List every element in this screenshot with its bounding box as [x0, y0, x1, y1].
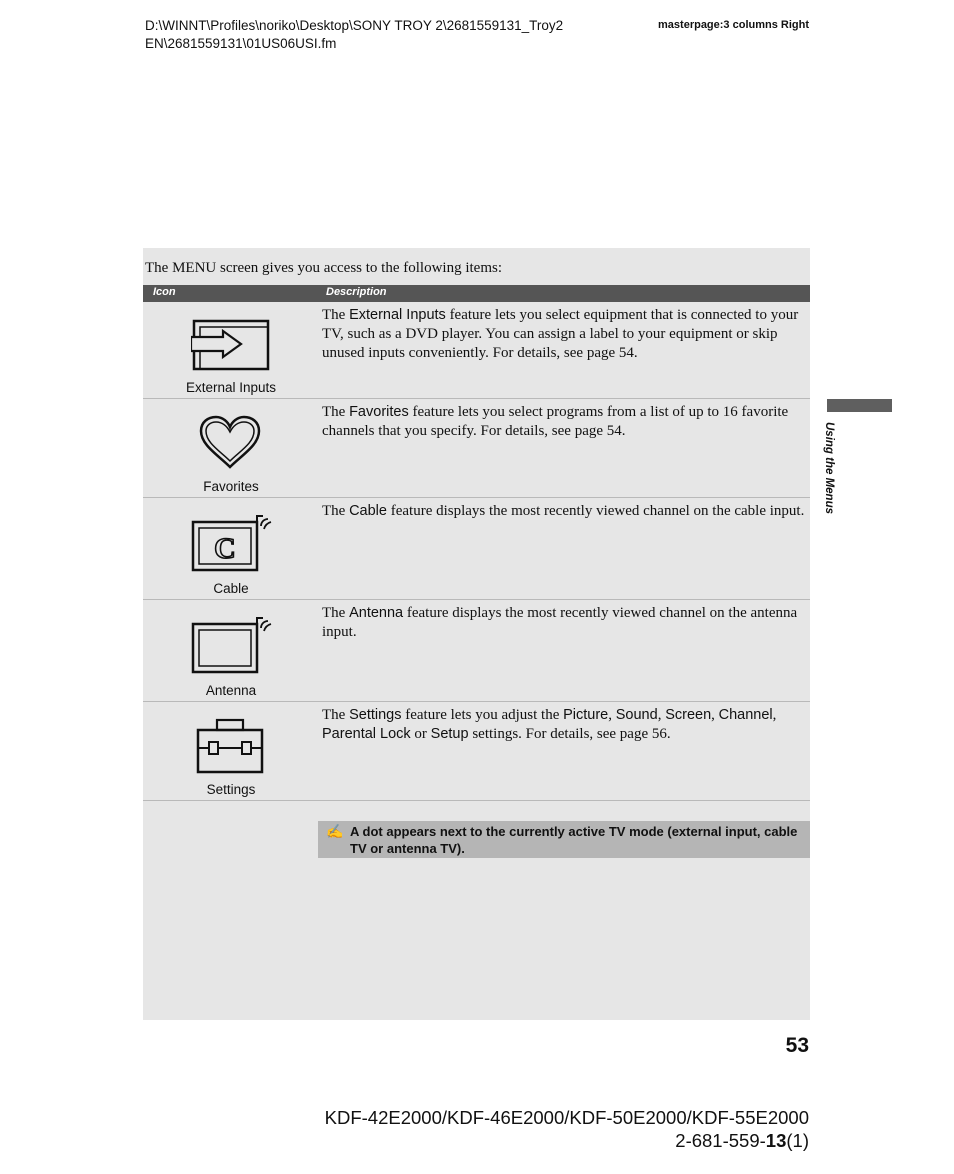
term-external-inputs: External Inputs [349, 307, 446, 323]
desc-text: , [657, 707, 666, 723]
term-channel: Channel [718, 707, 773, 723]
intro-text: The MENU screen gives you access to the following items: [145, 260, 502, 276]
description-favorites [322, 403, 806, 441]
heart-icon [198, 415, 262, 471]
column-header-icon: Icon [153, 286, 176, 298]
description-settings [322, 706, 806, 744]
model-numbers: KDF-42E2000/KDF-46E2000/KDF-50E2000/KDF-55E2000 [324, 1107, 809, 1128]
icon-label-favorites: Favorites [203, 479, 259, 494]
masterpage-label: masterpage:3 columns Right [658, 19, 809, 31]
desc-text: or [410, 726, 431, 742]
desc-text: , [608, 707, 616, 723]
table-row-external-inputs [143, 302, 810, 399]
table-row-antenna [143, 600, 810, 702]
term-setup: Setup [430, 726, 469, 742]
antenna-icon [191, 614, 273, 676]
page-number: 53 [785, 1034, 809, 1057]
term-cable: Cable [349, 503, 387, 519]
document-code [325, 1129, 809, 1152]
table-row-favorites [143, 399, 810, 498]
desc-text: feature displays the most recently viewed channel on the antenna input. [322, 605, 798, 640]
table-header [143, 285, 810, 302]
file-path-line-2: EN\2681559131\01US06USI.fm [145, 36, 337, 51]
icon-label-antenna: Antenna [205, 683, 257, 698]
term-screen: Screen [665, 707, 712, 723]
term-parental-lock: Parental Lock [322, 726, 411, 742]
desc-text: feature displays the most recently viewed channel on the cable input. [386, 503, 805, 519]
icon-label-external-inputs: External Inputs [185, 380, 277, 395]
desc-text: , [711, 707, 719, 723]
desc-text: feature lets you adjust the [401, 707, 564, 723]
term-antenna: Antenna [349, 605, 404, 621]
section-tab-label: Using the Menus [823, 422, 835, 515]
document-code-bold: 13 [765, 1130, 787, 1151]
desc-text: The [322, 605, 350, 621]
toolbox-icon [195, 718, 265, 776]
icon-label-cable: Cable [213, 581, 249, 596]
description-external-inputs [322, 306, 806, 363]
term-settings: Settings [349, 707, 402, 723]
document-code-prefix: 2-681-559- [675, 1130, 766, 1151]
icon-label-settings: Settings [206, 782, 256, 797]
term-picture: Picture [563, 707, 609, 723]
term-favorites: Favorites [349, 404, 409, 420]
desc-text: The [322, 307, 350, 323]
cable-icon [191, 512, 273, 574]
desc-text: The [322, 707, 350, 723]
column-header-description: Description [326, 286, 387, 298]
desc-text: , [772, 707, 777, 723]
desc-text: The [322, 503, 350, 519]
desc-text: The [322, 404, 350, 420]
table-row-cable [143, 498, 810, 600]
description-cable [322, 502, 806, 521]
external-inputs-icon [191, 318, 271, 374]
menu-items-panel [143, 248, 810, 1020]
note-text: A dot appears next to the currently active TV mode (external input, cable TV or antenna TV). [350, 824, 798, 856]
description-antenna [322, 604, 806, 642]
desc-text: feature lets you select programs from a list of up to 16 favorite channels that you specify. For details, see page 54. [322, 404, 789, 439]
pencil-note-icon: ✍ [326, 823, 344, 839]
section-tab-bar [827, 399, 892, 412]
term-sound: Sound [615, 707, 658, 723]
note-box [318, 821, 810, 858]
footer [325, 1106, 809, 1152]
table-row-settings [143, 702, 810, 801]
file-path-line-1: D:\WINNT\Profiles\noriko\Desktop\SONY TROY 2\2681559131_Troy2 [145, 18, 564, 33]
document-code-suffix: (1) [786, 1130, 809, 1151]
svg-text:C: C [214, 532, 236, 565]
file-path-header [145, 17, 563, 53]
desc-text: settings. For details, see page 56. [468, 726, 671, 742]
desc-text: feature lets you select equipment that is connected to your TV, such as a DVD player. You can assign a label to your equipment or skip unused inputs conveniently. For details, see page 54. [322, 307, 799, 361]
